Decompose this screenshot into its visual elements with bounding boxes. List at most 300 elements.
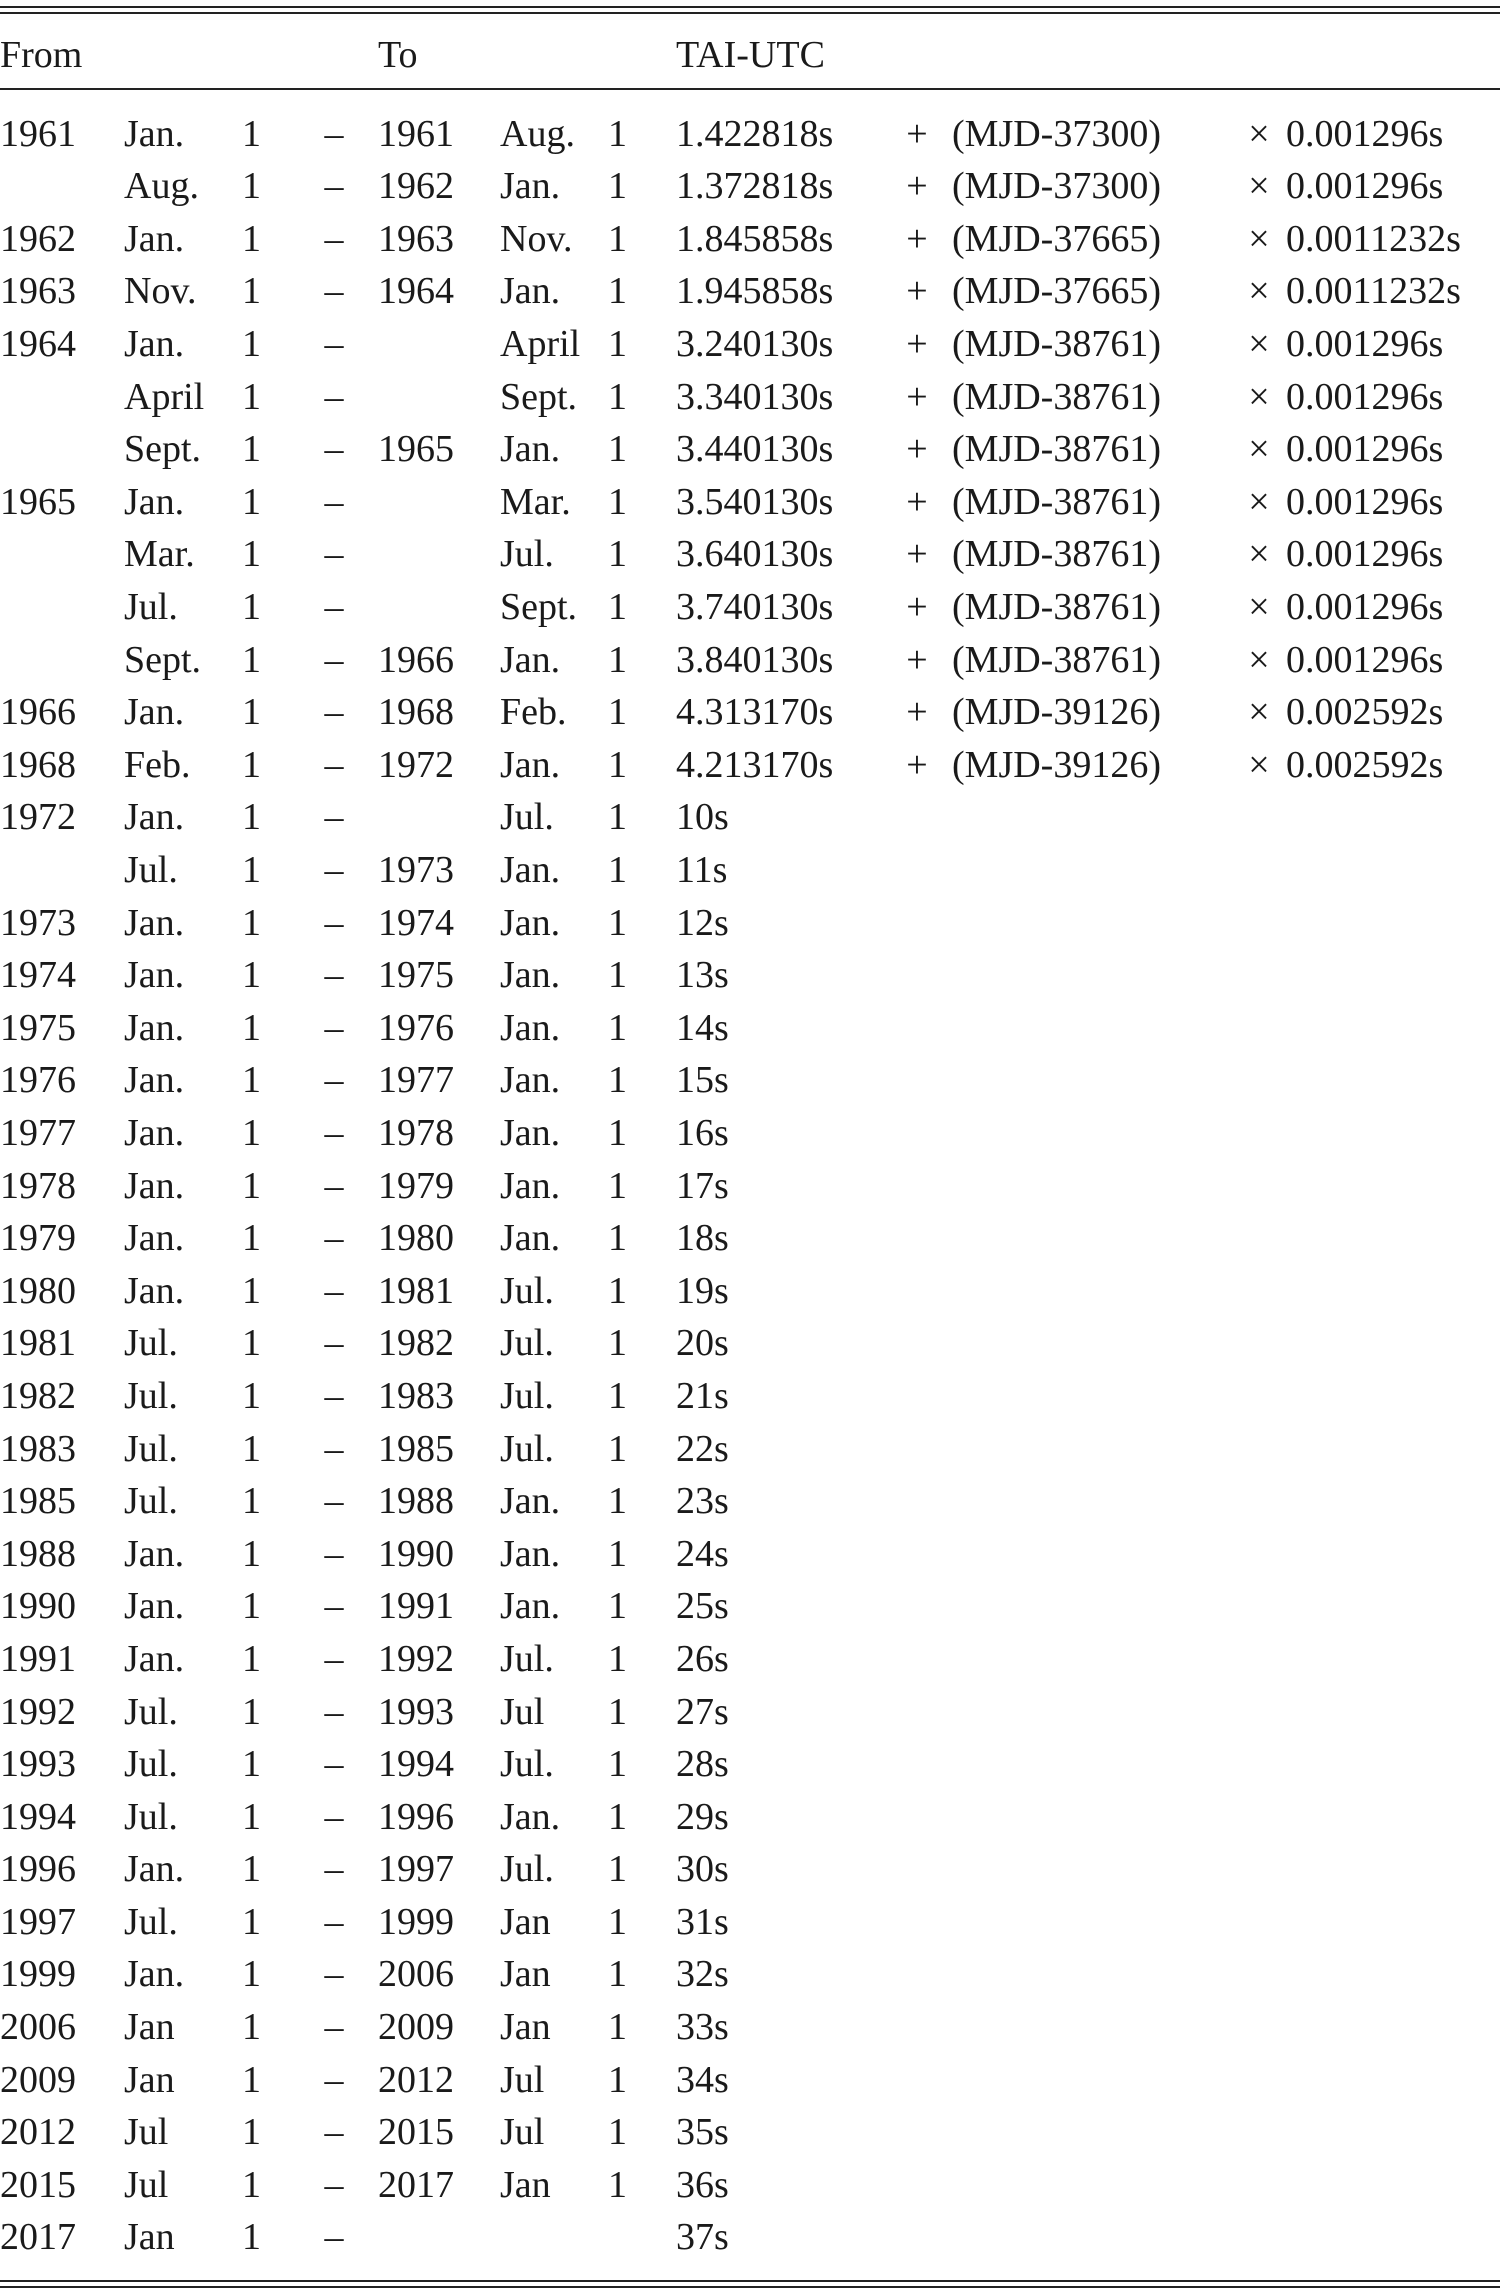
cell-plus: + xyxy=(906,270,928,313)
cell-mjd-term: (MJD-37300) xyxy=(952,113,1161,155)
cell-to-year xyxy=(378,2211,500,2264)
cell-times xyxy=(1232,1843,1286,1896)
cell-offset: 25s xyxy=(676,1585,729,1628)
cell-rate xyxy=(1286,2211,1500,2264)
cell-offset: 26s xyxy=(676,1637,729,1680)
cell-to-year: 1983 xyxy=(378,1374,454,1417)
cell-dash: – xyxy=(324,2163,344,2206)
cell-rate: 0.001296s xyxy=(1286,375,1444,418)
cell-to-day: 1 xyxy=(608,1585,627,1628)
cell-times: × xyxy=(1248,375,1270,418)
cell-from-year: 1977 xyxy=(0,1111,76,1154)
cell-to-day: 1 xyxy=(608,2163,627,2206)
cell-dash: – xyxy=(324,113,344,155)
cell-to-year: 1992 xyxy=(378,1637,454,1680)
cell-offset: 3.340130s xyxy=(676,375,834,418)
cell-to-month: Jul. xyxy=(500,1427,554,1470)
cell-from-month: Jan. xyxy=(124,217,185,260)
cell-dash: – xyxy=(324,1848,344,1891)
cell-times xyxy=(1232,1370,1286,1423)
cell-plus xyxy=(882,1896,952,1949)
cell-offset: 10s xyxy=(676,796,729,839)
cell-rate xyxy=(1286,896,1500,949)
cell-from-month: Jan xyxy=(124,2216,175,2259)
cell-from-day: 1 xyxy=(242,217,261,260)
cell-plus xyxy=(882,1370,952,1423)
cell-offset: 4.313170s xyxy=(676,691,834,734)
cell-to-year: 1997 xyxy=(378,1848,454,1891)
cell-offset: 3.240130s xyxy=(676,323,834,366)
cell-to-year: 1994 xyxy=(378,1743,454,1786)
cell-to-day: 1 xyxy=(608,1953,627,1996)
cell-to-year: 1975 xyxy=(378,954,454,997)
table-row xyxy=(0,1212,1500,1265)
cell-to-month: Aug. xyxy=(500,113,575,155)
cell-from-year: 1972 xyxy=(0,796,76,839)
cell-from-day: 1 xyxy=(242,1374,261,1417)
cell-from-year: 1985 xyxy=(0,1480,76,1523)
cell-offset: 20s xyxy=(676,1322,729,1365)
cell-plus xyxy=(882,1790,952,1843)
cell-dash: – xyxy=(324,1322,344,1365)
cell-dash: – xyxy=(324,217,344,260)
cell-mjd-term xyxy=(952,844,1232,897)
cell-rate xyxy=(1286,1790,1500,1843)
cell-rate: 0.001296s xyxy=(1286,113,1444,155)
cell-plus: + xyxy=(906,480,928,523)
cell-to-day xyxy=(608,2211,676,2264)
cell-from-month: Jan xyxy=(124,2006,175,2049)
cell-mjd-term xyxy=(952,1685,1232,1738)
cell-plus: + xyxy=(906,691,928,734)
cell-offset: 32s xyxy=(676,1953,729,1996)
cell-plus: + xyxy=(906,217,928,260)
cell-times xyxy=(1232,1633,1286,1686)
cell-mjd-term: (MJD-39126) xyxy=(952,691,1161,734)
cell-to-month: Sept. xyxy=(500,375,578,418)
cell-from-day: 1 xyxy=(242,1900,261,1943)
cell-offset: 15s xyxy=(676,1059,729,1102)
cell-from-day: 1 xyxy=(242,1269,261,1312)
cell-mjd-term xyxy=(952,1633,1232,1686)
cell-from-year: 1980 xyxy=(0,1269,76,1312)
table-row xyxy=(0,1317,1500,1370)
cell-rate xyxy=(1286,1422,1500,1475)
cell-to-month: Jan. xyxy=(500,1217,561,1260)
cell-mjd-term xyxy=(952,1370,1232,1423)
cell-from-month: Feb. xyxy=(124,743,191,786)
cell-to-year: 2006 xyxy=(378,1953,454,1996)
cell-mjd-term: (MJD-37665) xyxy=(952,270,1161,313)
cell-dash: – xyxy=(324,1480,344,1523)
table-row xyxy=(0,1370,1500,1423)
cell-to-year xyxy=(378,528,500,581)
cell-rate: 0.0011232s xyxy=(1286,270,1461,313)
cell-offset: 1.845858s xyxy=(676,217,834,260)
cell-from-year xyxy=(0,581,124,634)
cell-to-day: 1 xyxy=(608,849,627,892)
cell-rate xyxy=(1286,1738,1500,1791)
cell-to-month: Jan. xyxy=(500,901,561,944)
cell-to-month: Jan. xyxy=(500,1059,561,1102)
cell-from-day: 1 xyxy=(242,743,261,786)
cell-to-day: 1 xyxy=(608,691,627,734)
cell-dash: – xyxy=(324,743,344,786)
cell-from-year: 1975 xyxy=(0,1006,76,1049)
cell-from-month: Jul xyxy=(124,2163,169,2206)
cell-rate: 0.001296s xyxy=(1286,165,1444,208)
cell-from-year: 1992 xyxy=(0,1690,76,1733)
cell-from-year xyxy=(0,633,124,686)
cell-times xyxy=(1232,1896,1286,1949)
cell-from-month: Mar. xyxy=(124,533,195,576)
cell-from-month: Jan. xyxy=(124,1269,185,1312)
cell-to-year: 1982 xyxy=(378,1322,454,1365)
cell-to-day: 1 xyxy=(608,1374,627,1417)
cell-mjd-term xyxy=(952,1738,1232,1791)
cell-from-month: Jan. xyxy=(124,480,185,523)
cell-times: × xyxy=(1248,691,1270,734)
cell-to-year: 1964 xyxy=(378,270,454,313)
cell-from-year: 1994 xyxy=(0,1795,76,1838)
cell-plus xyxy=(882,1633,952,1686)
header-row xyxy=(0,24,1500,86)
table-row xyxy=(0,1948,1500,2001)
cell-from-month: Jan xyxy=(124,2058,175,2101)
cell-from-day: 1 xyxy=(242,480,261,523)
cell-to-year: 2012 xyxy=(378,2058,454,2101)
table-row xyxy=(0,370,1500,423)
cell-from-day: 1 xyxy=(242,323,261,366)
cell-from-year xyxy=(0,160,124,213)
cell-plus: + xyxy=(906,165,928,208)
cell-dash: – xyxy=(324,1900,344,1943)
cell-mjd-term xyxy=(952,1422,1232,1475)
cell-offset: 16s xyxy=(676,1111,729,1154)
cell-plus xyxy=(882,791,952,844)
cell-from-day: 1 xyxy=(242,586,261,629)
table-row xyxy=(0,1264,1500,1317)
cell-mjd-term xyxy=(952,2106,1232,2159)
cell-rate xyxy=(1286,949,1500,1002)
cell-offset: 35s xyxy=(676,2111,729,2154)
cell-plus xyxy=(882,1212,952,1265)
cell-to-month: Jul. xyxy=(500,1743,554,1786)
cell-to-day: 1 xyxy=(608,1217,627,1260)
header-to: To xyxy=(378,34,418,76)
cell-offset: 33s xyxy=(676,2006,729,2049)
cell-to-month: Jan. xyxy=(500,1111,561,1154)
cell-to-year: 1973 xyxy=(378,849,454,892)
cell-to-year xyxy=(378,581,500,634)
cell-rate xyxy=(1286,1317,1500,1370)
cell-to-day: 1 xyxy=(608,375,627,418)
cell-from-day: 1 xyxy=(242,1322,261,1365)
cell-offset: 3.740130s xyxy=(676,586,834,629)
cell-to-month xyxy=(500,2211,608,2264)
cell-rate xyxy=(1286,1896,1500,1949)
cell-to-month: Jul xyxy=(500,2111,545,2154)
cell-to-month: Jan. xyxy=(500,428,561,471)
cell-to-month: Jan. xyxy=(500,743,561,786)
cell-plus xyxy=(882,1685,952,1738)
cell-rate xyxy=(1286,2106,1500,2159)
cell-mjd-term xyxy=(952,1843,1232,1896)
table-body xyxy=(0,86,1500,2264)
table-row xyxy=(0,739,1500,792)
bottom-rule-1 xyxy=(0,2280,1500,2282)
cell-rate xyxy=(1286,1580,1500,1633)
cell-from-month: Jan. xyxy=(124,1217,185,1260)
cell-from-day: 1 xyxy=(242,1217,261,1260)
cell-to-day: 1 xyxy=(608,1164,627,1207)
cell-rate xyxy=(1286,1107,1500,1160)
cell-from-day: 1 xyxy=(242,1795,261,1838)
cell-from-year: 1974 xyxy=(0,954,76,997)
cell-to-day: 1 xyxy=(608,743,627,786)
cell-from-year: 2009 xyxy=(0,2058,76,2101)
cell-offset: 13s xyxy=(676,954,729,997)
table-row xyxy=(0,896,1500,949)
table-row xyxy=(0,1580,1500,1633)
cell-from-day: 1 xyxy=(242,270,261,313)
cell-plus: + xyxy=(906,323,928,366)
cell-from-year: 1981 xyxy=(0,1322,76,1365)
table-row xyxy=(0,265,1500,318)
cell-mjd-term xyxy=(952,2211,1232,2264)
table-row xyxy=(0,476,1500,529)
cell-plus xyxy=(882,1317,952,1370)
cell-from-month: Jul. xyxy=(124,1374,178,1417)
cell-to-year: 2015 xyxy=(378,2111,454,2154)
cell-from-month: Sept. xyxy=(124,428,202,471)
cell-from-day: 1 xyxy=(242,1848,261,1891)
cell-mjd-term xyxy=(952,949,1232,1002)
cell-mjd-term xyxy=(952,1159,1232,1212)
cell-plus xyxy=(882,896,952,949)
cell-to-month: Feb. xyxy=(500,691,567,734)
cell-from-year: 1966 xyxy=(0,691,76,734)
cell-plus xyxy=(882,2211,952,2264)
cell-times xyxy=(1232,1422,1286,1475)
cell-from-year xyxy=(0,528,124,581)
cell-dash: – xyxy=(324,375,344,418)
cell-mjd-term xyxy=(952,1317,1232,1370)
cell-from-year: 1996 xyxy=(0,1848,76,1891)
cell-from-month: Jul. xyxy=(124,1900,178,1943)
cell-dash: – xyxy=(324,1111,344,1154)
cell-times: × xyxy=(1248,323,1270,366)
cell-mjd-term xyxy=(952,1475,1232,1528)
cell-dash: – xyxy=(324,165,344,208)
cell-mjd-term: (MJD-38761) xyxy=(952,428,1161,471)
cell-mjd-term xyxy=(952,791,1232,844)
cell-mjd-term: (MJD-37665) xyxy=(952,217,1161,260)
cell-offset: 36s xyxy=(676,2163,729,2206)
cell-plus xyxy=(882,1107,952,1160)
cell-times xyxy=(1232,1475,1286,1528)
cell-mjd-term xyxy=(952,2159,1232,2212)
header-from: From xyxy=(0,34,83,76)
cell-dash: – xyxy=(324,1690,344,1733)
cell-offset: 1.945858s xyxy=(676,270,834,313)
cell-offset: 29s xyxy=(676,1795,729,1838)
cell-dash: – xyxy=(324,638,344,681)
cell-rate xyxy=(1286,844,1500,897)
cell-from-day: 1 xyxy=(242,901,261,944)
cell-rate xyxy=(1286,2053,1500,2106)
cell-dash: – xyxy=(324,1059,344,1102)
cell-from-year: 1988 xyxy=(0,1532,76,1575)
cell-to-day: 1 xyxy=(608,217,627,260)
cell-to-month: Jan xyxy=(500,2006,551,2049)
cell-times xyxy=(1232,1738,1286,1791)
cell-from-month: Nov. xyxy=(124,270,197,313)
cell-from-year xyxy=(0,844,124,897)
cell-times xyxy=(1232,2211,1286,2264)
cell-dash: – xyxy=(324,849,344,892)
cell-to-day: 1 xyxy=(608,165,627,208)
cell-plus: + xyxy=(906,375,928,418)
cell-to-day: 1 xyxy=(608,1269,627,1312)
cell-from-month: Jul. xyxy=(124,1795,178,1838)
cell-dash: – xyxy=(324,1532,344,1575)
cell-from-day: 1 xyxy=(242,113,261,155)
cell-to-month: Jul xyxy=(500,1690,545,1733)
cell-from-month: Jul. xyxy=(124,1690,178,1733)
cell-from-month: Jan. xyxy=(124,901,185,944)
cell-from-year xyxy=(0,423,124,476)
cell-plus: + xyxy=(906,743,928,786)
cell-from-day: 1 xyxy=(242,428,261,471)
cell-to-day: 1 xyxy=(608,533,627,576)
cell-times: × xyxy=(1248,638,1270,681)
cell-to-month: Jul. xyxy=(500,533,554,576)
cell-from-month: Sept. xyxy=(124,638,202,681)
cell-from-year: 1999 xyxy=(0,1953,76,1996)
cell-to-year: 1980 xyxy=(378,1217,454,1260)
cell-to-day: 1 xyxy=(608,1111,627,1154)
cell-to-day: 1 xyxy=(608,113,627,155)
top-rule-1 xyxy=(0,6,1500,8)
cell-to-month: Jan xyxy=(500,1953,551,1996)
cell-plus xyxy=(882,2001,952,2054)
cell-to-year: 1977 xyxy=(378,1059,454,1102)
cell-mjd-term: (MJD-39126) xyxy=(952,743,1161,786)
cell-times xyxy=(1232,1580,1286,1633)
cell-to-day: 1 xyxy=(608,1059,627,1102)
cell-from-year: 1993 xyxy=(0,1743,76,1786)
cell-from-day: 1 xyxy=(242,1532,261,1575)
cell-times xyxy=(1232,2106,1286,2159)
cell-from-year: 1968 xyxy=(0,743,76,786)
cell-times xyxy=(1232,1212,1286,1265)
cell-from-month: Jan. xyxy=(124,691,185,734)
cell-from-day: 1 xyxy=(242,533,261,576)
table-row xyxy=(0,1790,1500,1843)
cell-mjd-term: (MJD-38761) xyxy=(952,480,1161,523)
cell-offset: 3.540130s xyxy=(676,480,834,523)
table-row xyxy=(0,1685,1500,1738)
cell-from-day: 1 xyxy=(242,1743,261,1786)
cell-dash: – xyxy=(324,796,344,839)
cell-from-month: Jan. xyxy=(124,1953,185,1996)
cell-offset: 27s xyxy=(676,1690,729,1733)
cell-to-month: Jan. xyxy=(500,1006,561,1049)
cell-to-year: 1988 xyxy=(378,1480,454,1523)
table-row xyxy=(0,318,1500,371)
cell-from-year: 1982 xyxy=(0,1374,76,1417)
cell-from-year: 1983 xyxy=(0,1427,76,1470)
cell-plus xyxy=(882,2106,952,2159)
cell-times: × xyxy=(1248,165,1270,208)
cell-to-month: Jul. xyxy=(500,1269,554,1312)
cell-to-month: Jan. xyxy=(500,270,561,313)
cell-from-day: 1 xyxy=(242,2006,261,2049)
cell-rate xyxy=(1286,1633,1500,1686)
cell-dash: – xyxy=(324,1269,344,1312)
cell-from-year: 1978 xyxy=(0,1164,76,1207)
cell-from-day: 1 xyxy=(242,1585,261,1628)
cell-to-month: Mar. xyxy=(500,480,571,523)
cell-dash: – xyxy=(324,1164,344,1207)
table-row xyxy=(0,686,1500,739)
cell-rate: 0.001296s xyxy=(1286,533,1444,576)
cell-rate xyxy=(1286,1002,1500,1055)
cell-to-day: 1 xyxy=(608,428,627,471)
cell-rate: 0.001296s xyxy=(1286,480,1444,523)
cell-mjd-term xyxy=(952,1212,1232,1265)
cell-offset: 23s xyxy=(676,1480,729,1523)
cell-offset: 4.213170s xyxy=(676,743,834,786)
cell-to-month: Jan. xyxy=(500,1585,561,1628)
cell-from-day: 1 xyxy=(242,2058,261,2101)
cell-plus: + xyxy=(906,428,928,471)
cell-mjd-term: (MJD-38761) xyxy=(952,533,1161,576)
cell-to-year: 1981 xyxy=(378,1269,454,1312)
cell-from-month: Jan. xyxy=(124,1111,185,1154)
cell-from-month: Jan. xyxy=(124,1637,185,1680)
table-row xyxy=(0,581,1500,634)
cell-offset: 1.372818s xyxy=(676,165,834,208)
cell-dash: – xyxy=(324,2058,344,2101)
cell-rate xyxy=(1286,1370,1500,1423)
cell-mjd-term: (MJD-38761) xyxy=(952,375,1161,418)
table-row xyxy=(0,844,1500,897)
cell-rate xyxy=(1286,1843,1500,1896)
cell-rate xyxy=(1286,1159,1500,1212)
cell-plus: + xyxy=(906,638,928,681)
cell-from-day: 1 xyxy=(242,1953,261,1996)
cell-to-day: 1 xyxy=(608,1480,627,1523)
cell-dash: – xyxy=(324,1585,344,1628)
cell-to-year xyxy=(378,476,500,529)
cell-to-month: Jan. xyxy=(500,1532,561,1575)
cell-from-day: 1 xyxy=(242,638,261,681)
cell-mjd-term xyxy=(952,1896,1232,1949)
cell-offset: 24s xyxy=(676,1532,729,1575)
cell-times xyxy=(1232,844,1286,897)
cell-from-day: 1 xyxy=(242,2111,261,2154)
cell-to-month: Jan. xyxy=(500,638,561,681)
cell-plus xyxy=(882,1264,952,1317)
cell-to-day: 1 xyxy=(608,1743,627,1786)
cell-to-month: Jan. xyxy=(500,1480,561,1523)
cell-times xyxy=(1232,1159,1286,1212)
cell-to-day: 1 xyxy=(608,1637,627,1680)
cell-offset: 22s xyxy=(676,1427,729,1470)
cell-times xyxy=(1232,949,1286,1002)
